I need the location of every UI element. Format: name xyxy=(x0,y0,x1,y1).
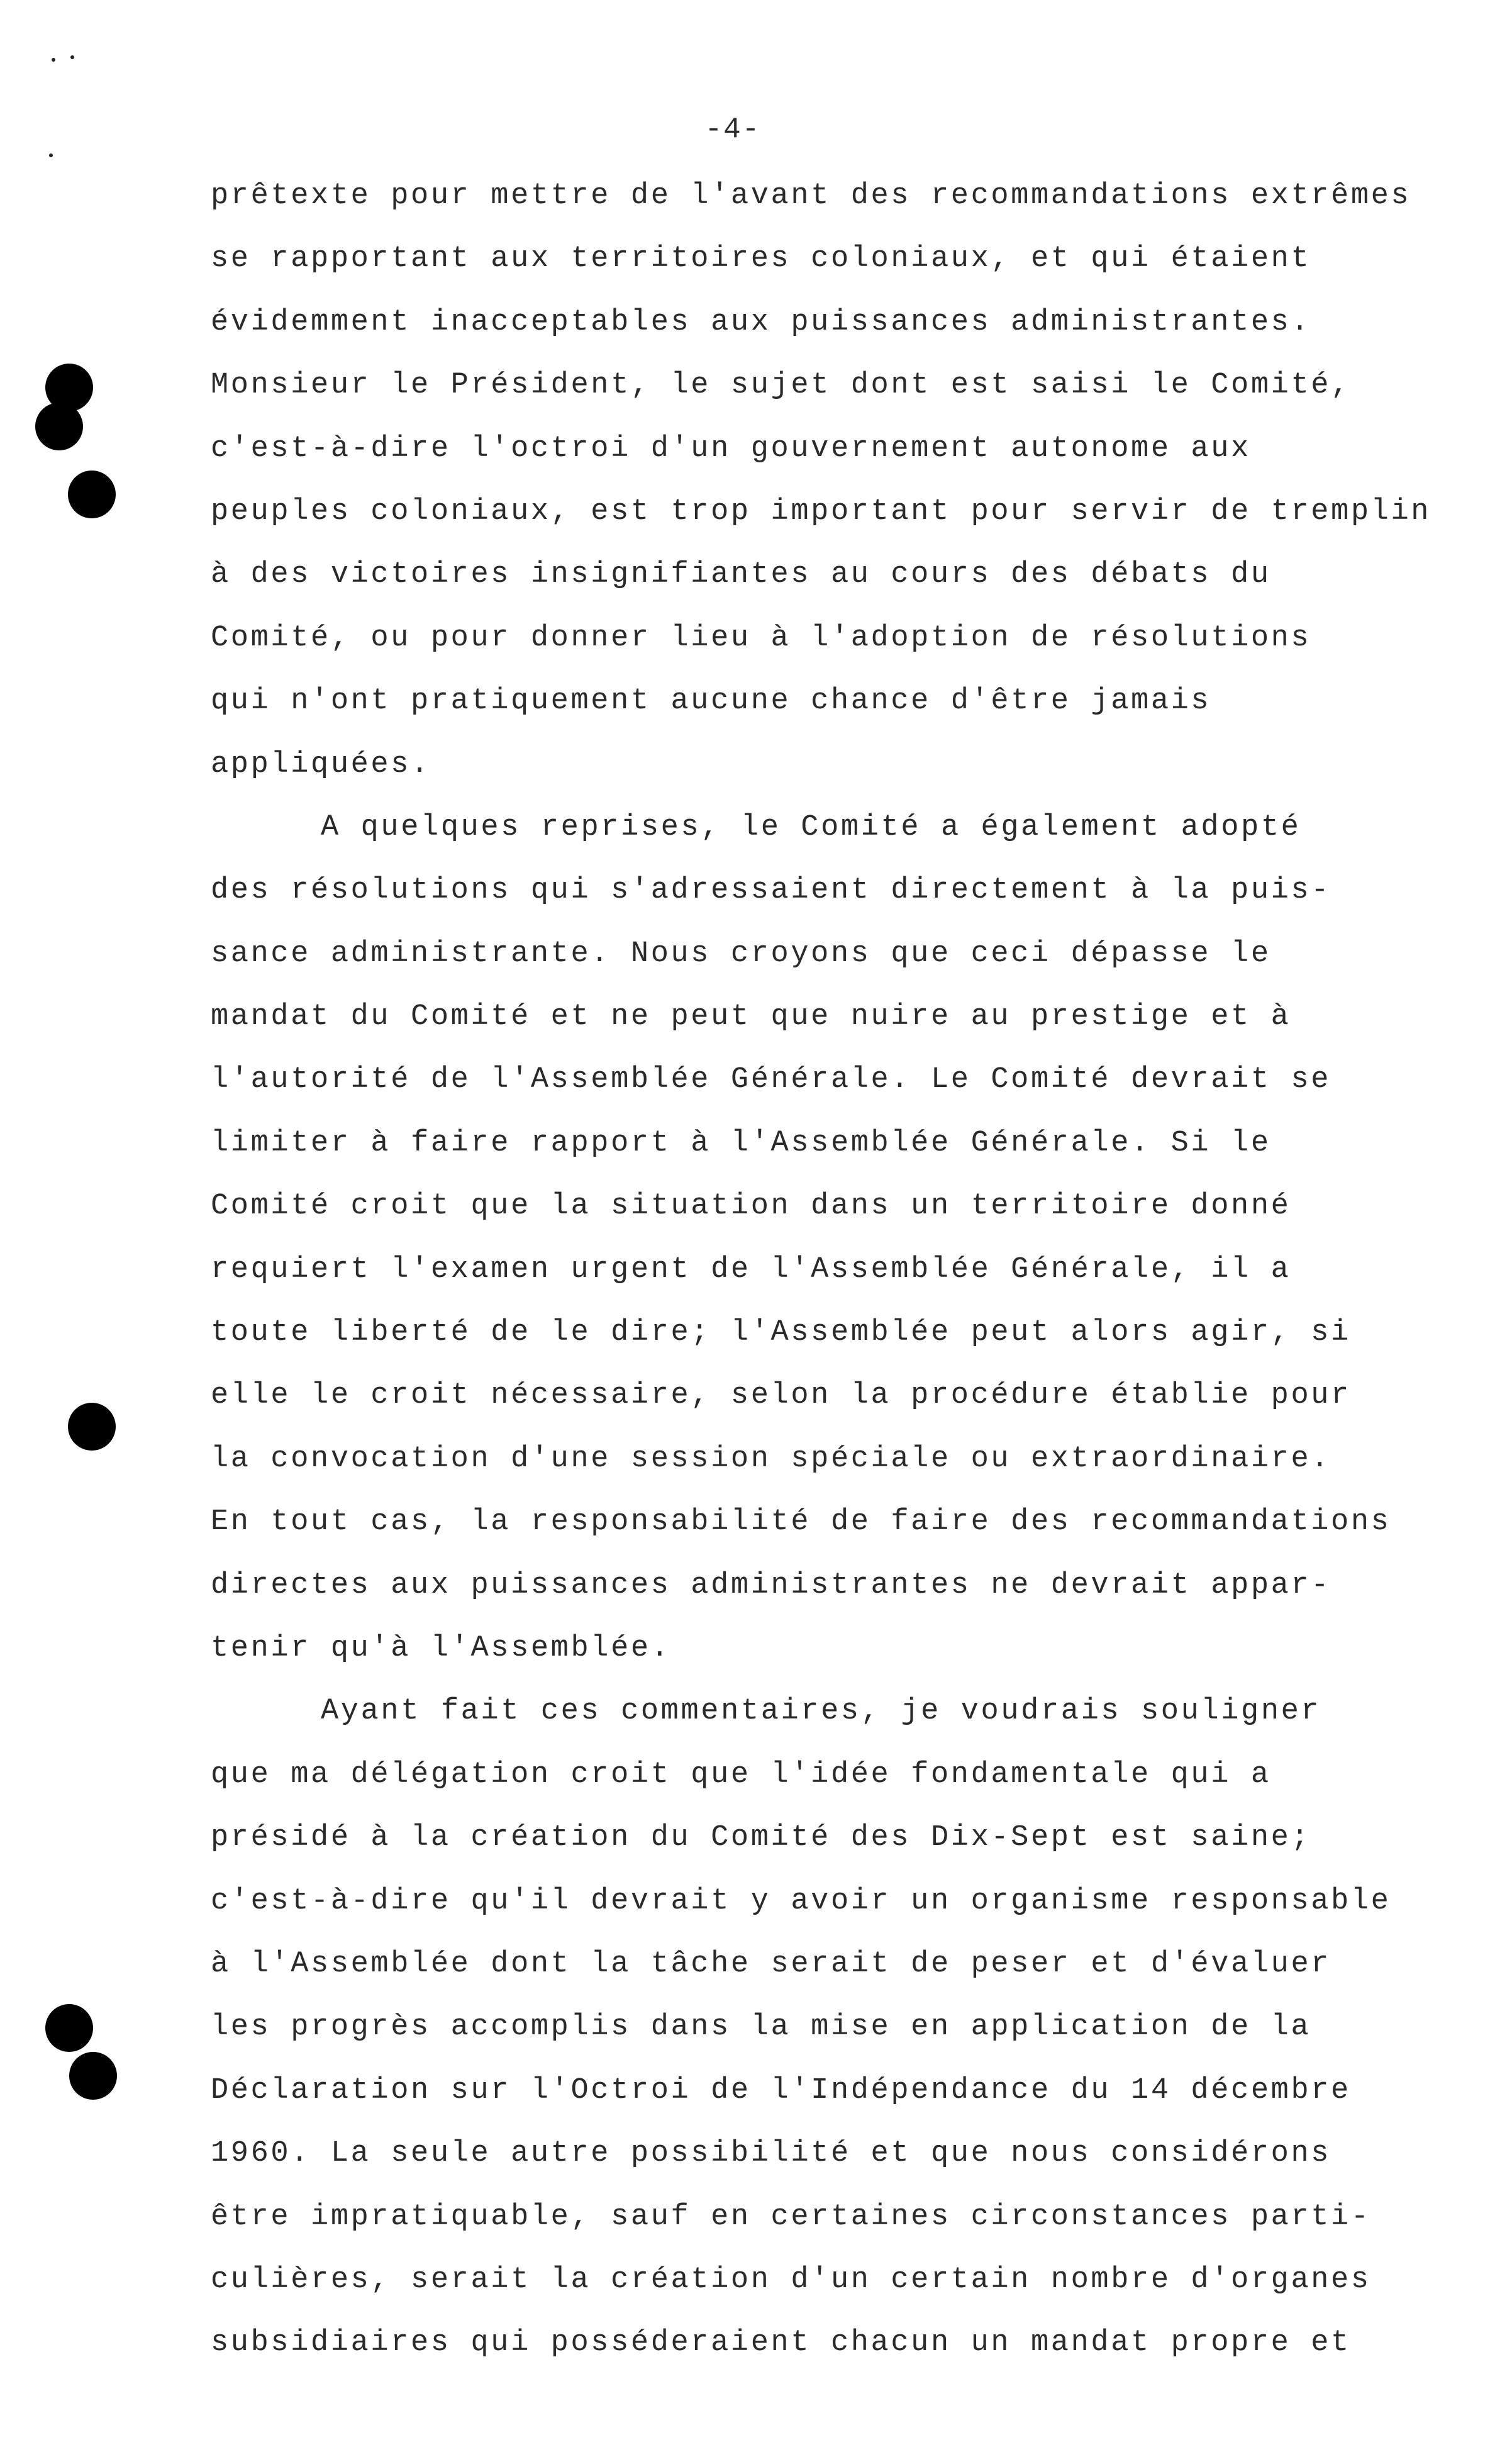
page-number: -4- xyxy=(704,113,761,146)
text-line: Ayant fait ces commentaires, je voudrais souligner xyxy=(321,1695,1321,1729)
binder-hole xyxy=(68,1403,116,1451)
scan-speck xyxy=(49,153,53,157)
text-line: se rapportant aux territoires coloniaux, et qui étaient xyxy=(211,242,1311,276)
binder-hole xyxy=(45,2004,93,2052)
text-line: requiert l'examen urgent de l'Assemblée Générale, il a xyxy=(211,1252,1291,1286)
text-line: sance administrante. Nous croyons que ceci dépasse le xyxy=(211,937,1271,971)
text-line: c'est-à-dire l'octroi d'un gouvernement autonome aux xyxy=(211,432,1251,465)
body-text xyxy=(211,165,1443,2375)
text-line: qui n'ont pratiquement aucune chance d'être jamais xyxy=(211,684,1211,718)
text-line: En tout cas, la responsabilité de faire des recommandations xyxy=(211,1505,1391,1539)
text-line: la convocation d'une session spéciale ou extraordinaire. xyxy=(211,1442,1331,1476)
text-line: directes aux puissances administrantes ne devrait appar- xyxy=(211,1568,1331,1602)
text-line: l'autorité de l'Assemblée Générale. Le Comité devrait se xyxy=(211,1063,1331,1097)
text-line: être impratiquable, sauf en certaines circonstances parti- xyxy=(211,2200,1371,2234)
scan-speck xyxy=(52,58,55,62)
text-line: des résolutions qui s'adressaient directement à la puis- xyxy=(211,874,1331,908)
text-line: appliquées. xyxy=(211,747,431,781)
binder-hole xyxy=(35,403,83,450)
binder-hole xyxy=(69,2052,117,2100)
text-line: c'est-à-dire qu'il devrait y avoir un organisme responsable xyxy=(211,1884,1391,1918)
binder-hole xyxy=(68,471,116,518)
text-line: culières, serait la création d'un certain nombre d'organes xyxy=(211,2263,1371,2297)
scan-speck xyxy=(70,55,74,59)
text-line: Comité croit que la situation dans un territoire donné xyxy=(211,1190,1291,1223)
text-line: prêtexte pour mettre de l'avant des recommandations extrêmes xyxy=(211,179,1411,213)
text-line: elle le croit nécessaire, selon la procédure établie pour xyxy=(211,1379,1351,1413)
text-line: présidé à la création du Comité des Dix-Sept est saine; xyxy=(211,1821,1311,1855)
text-line: A quelques reprises, le Comité a également adopté xyxy=(321,810,1301,844)
text-line: que ma délégation croit que l'idée fondamentale qui a xyxy=(211,1758,1271,1791)
text-line: Monsieur le Président, le sujet dont est saisi le Comité, xyxy=(211,369,1351,403)
text-line: à l'Assemblée dont la tâche serait de peser et d'évaluer xyxy=(211,1947,1331,1981)
text-line: évidemment inacceptables aux puissances administrantes. xyxy=(211,305,1311,339)
text-line: Comité, ou pour donner lieu à l'adoption de résolutions xyxy=(211,621,1311,655)
text-line: Déclaration sur l'Octroi de l'Indépendance du 14 décembre xyxy=(211,2073,1351,2107)
text-line: limiter à faire rapport à l'Assemblée Générale. Si le xyxy=(211,1126,1271,1160)
text-line: tenir qu'à l'Assemblée. xyxy=(211,1631,671,1665)
text-line: toute liberté de le dire; l'Assemblée peut alors agir, si xyxy=(211,1316,1351,1350)
text-line: mandat du Comité et ne peut que nuire au prestige et à xyxy=(211,1000,1291,1034)
text-line: à des victoires insignifiantes au cours des débats du xyxy=(211,558,1271,592)
text-line: 1960. La seule autre possibilité et que nous considérons xyxy=(211,2137,1331,2171)
text-line: subsidiaires qui posséderaient chacun un mandat propre et xyxy=(211,2326,1351,2360)
text-line: les progrès accomplis dans la mise en application de la xyxy=(211,2010,1311,2044)
text-line: peuples coloniaux, est trop important pour servir de tremplin xyxy=(211,494,1431,528)
